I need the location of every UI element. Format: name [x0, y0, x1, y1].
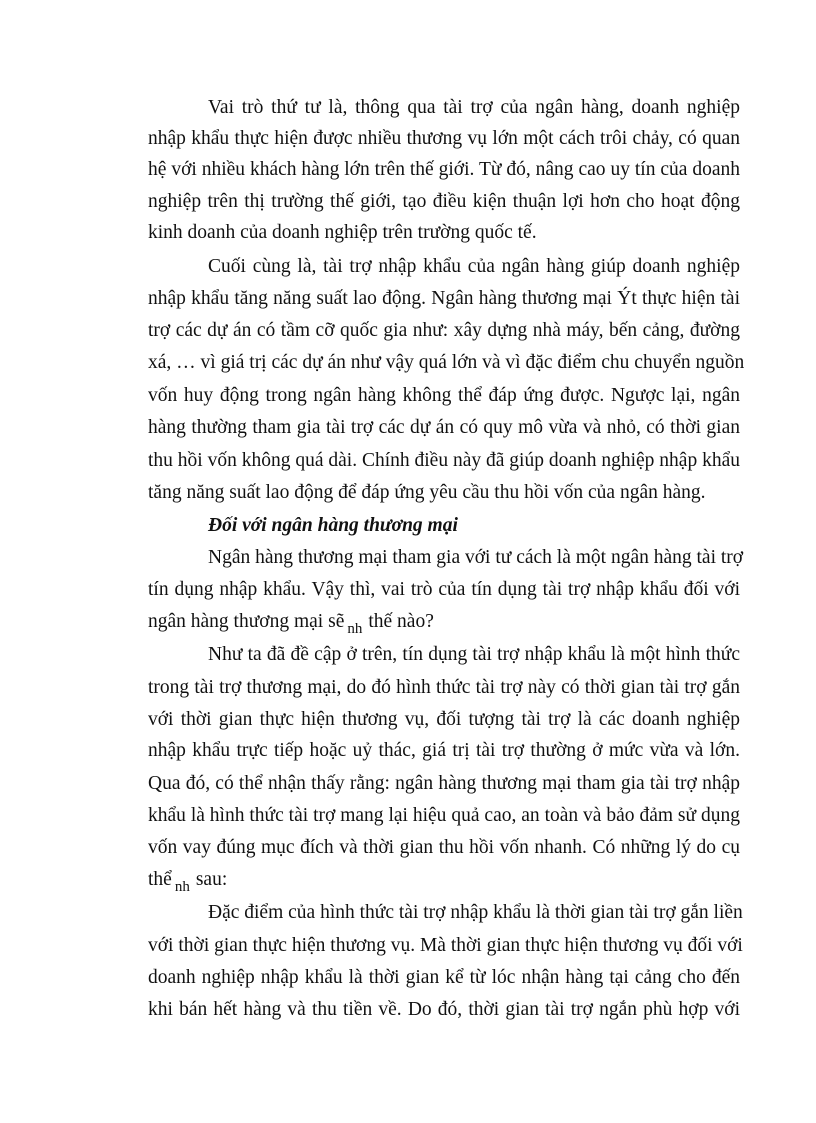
paragraph-line: vốn huy động trong ngân hàng không thể đáp ứng được. Ngược lại, ngân — [148, 385, 740, 406]
paragraph-line: kinh doanh của doanh nghiệp trên trường quốc tế. — [148, 222, 537, 243]
paragraph-line: nhập khẩu tăng năng suất lao động. Ngân hàng thương mại Ýt thực hiện tài — [148, 288, 740, 309]
paragraph-line: khi bán hết hàng và thu tiền về. Do đó, thời gian tài trợ ngắn phù hợp với — [148, 999, 740, 1020]
paragraph-line: Vai trò thứ tư là, thông qua tài trợ của ngân hàng, doanh nghiệp — [208, 97, 740, 118]
subscript-fragment: nh — [347, 621, 363, 637]
paragraph-line: hệ với nhiều khách hàng lớn trên thế giới. Từ đó, nâng cao uy tín của doanh — [148, 159, 740, 180]
paragraph-line: nhập khẩu trực tiếp hoặc uỷ thác, giá trị tài trợ thường ở mức vừa và lớn. — [148, 740, 740, 761]
paragraph-line: doanh nghiệp nhập khẩu là thời gian kể từ lóc nhận hàng tại cảng cho đến — [148, 967, 740, 988]
paragraph-line — [148, 868, 740, 893]
paragraph-line: xá, … vì giá trị các dự án như vậy quá lớn và vì đặc điểm chu chuyển nguồn — [148, 352, 745, 373]
paragraph-line — [148, 610, 740, 635]
paragraph-line: Cuối cùng là, tài trợ nhập khẩu của ngân hàng giúp doanh nghiệp — [208, 256, 740, 277]
paragraph-line: hàng thường tham gia tài trợ các dự án có quy mô vừa và nhỏ, có thời gian — [148, 417, 740, 438]
paragraph-line: Như ta đã đề cập ở trên, tín dụng tài trợ nhập khẩu là một hình thức — [208, 644, 740, 665]
paragraph-line: nghiệp trên thị trường thế giới, tạo điều kiện thuận lợi hơn cho hoạt động — [148, 191, 740, 212]
section-heading: Đối với ngân hàng thương mại — [208, 515, 458, 536]
paragraph-line: khẩu là hình thức tài trợ mang lại hiệu quả cao, an toàn và bảo đảm sử dụng — [148, 805, 740, 826]
paragraph-line: thu hồi vốn không quá dài. Chính điều này đã giúp doanh nghiệp nhập khẩu — [148, 450, 740, 471]
paragraph-line: vốn vay đúng mục đích và thời gian thu hồi vốn nhanh. Có những lý do cụ — [148, 837, 740, 858]
paragraph-line: trong tài trợ thương mại, do đó hình thức tài trợ này có thời gian tài trợ gắn — [148, 677, 740, 698]
paragraph-line: Qua đó, có thể nhận thấy rằng: ngân hàng thương mại tham gia tài trợ nhập — [148, 773, 740, 794]
paragraph-line: Ngân hàng thương mại tham gia với tư cách là một ngân hàng tài trợ — [208, 547, 744, 568]
subscript-fragment: nh — [174, 879, 190, 895]
paragraph-line: tín dụng nhập khẩu. Vậy thì, vai trò của tín dụng tài trợ nhập khẩu đối với — [148, 579, 740, 600]
paragraph-line: tăng năng suất lao động để đáp ứng yêu cầu thu hồi vốn của ngân hàng. — [148, 482, 706, 503]
paragraph-text: thế nào? — [368, 611, 434, 632]
paragraph-text: ngân hàng thương mại sẽ — [148, 611, 345, 632]
paragraph-line: với thời gian thực hiện thương vụ, đối tượng tài trợ là các doanh nghiệp — [148, 709, 740, 730]
paragraph-text: thể — [148, 869, 172, 890]
paragraph-line: Đặc điểm của hình thức tài trợ nhập khẩu là thời gian tài trợ gắn liền — [208, 902, 743, 923]
paragraph-line: nhập khẩu thực hiện được nhiều thương vụ lớn một cách trôi chảy, có quan — [148, 128, 740, 149]
paragraph-text: sau: — [195, 869, 228, 890]
paragraph-line: trợ các dự án có tầm cỡ quốc gia như: xây dựng nhà máy, bến cảng, đường — [148, 320, 740, 341]
paragraph-line: với thời gian thực hiện thương vụ. Mà thời gian thực hiện thương vụ đối với — [148, 935, 743, 956]
